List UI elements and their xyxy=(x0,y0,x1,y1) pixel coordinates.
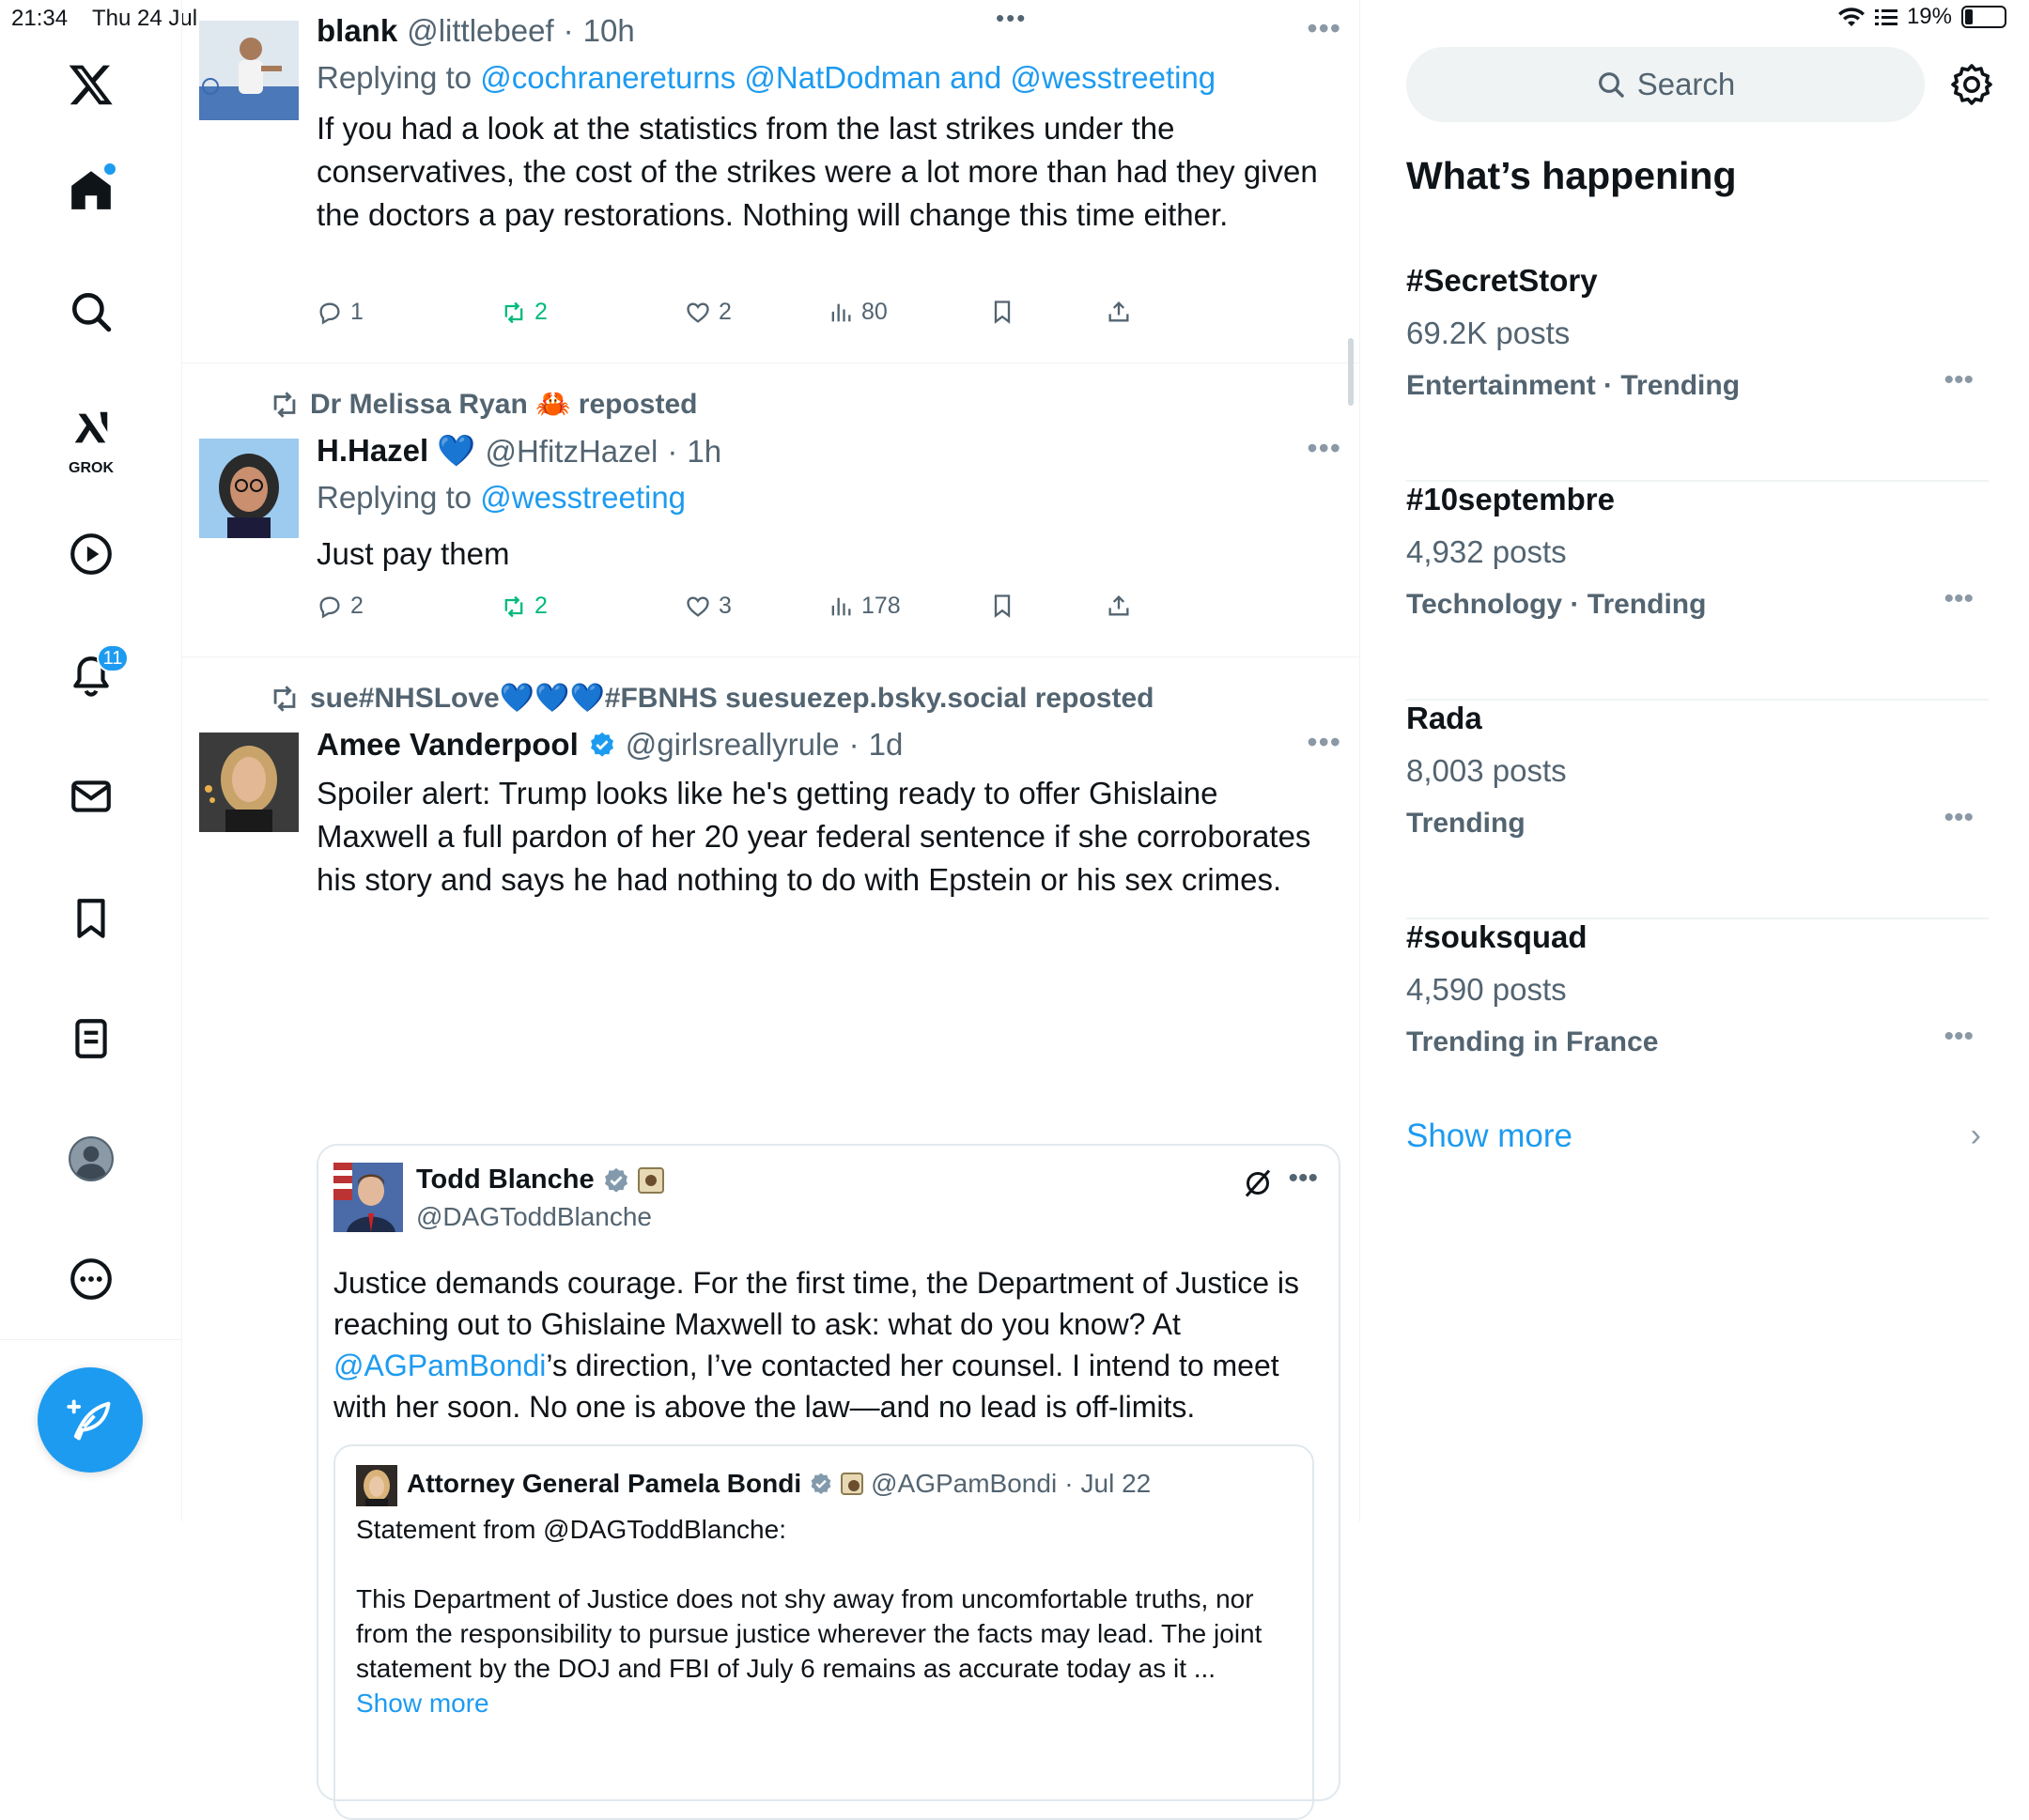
compose-post-button[interactable] xyxy=(38,1367,143,1473)
reposted-by-label: sue#NHSLove💙💙💙#FBNHS suesuezep.bsky.social reposted xyxy=(310,683,1154,714)
repost-icon xyxy=(501,300,527,326)
repost-count: 2 xyxy=(534,299,548,325)
like-button[interactable] xyxy=(685,299,732,326)
quote-more-icon[interactable]: ••• xyxy=(1288,1163,1318,1194)
multitask-dots-icon[interactable]: ••• xyxy=(996,4,1028,32)
verified-badge-icon xyxy=(602,1166,630,1195)
reply-icon xyxy=(317,594,343,620)
nav-divider xyxy=(0,1339,182,1340)
show-more-link[interactable]: Show more xyxy=(356,1689,489,1718)
repost-icon xyxy=(269,683,301,715)
author-name[interactable]: Amee Vanderpool xyxy=(317,727,579,762)
replying-prefix: Replying to xyxy=(317,60,472,95)
author-handle[interactable]: @girlsreallyrule xyxy=(625,727,840,762)
messages-mail-icon[interactable] xyxy=(54,759,129,834)
trend-category: Trending xyxy=(1406,808,1526,839)
view-count: 80 xyxy=(861,299,888,325)
trend-item[interactable] xyxy=(1406,263,1989,482)
nested-quote-text xyxy=(356,1512,1295,1720)
replying-to-handles[interactable]: @cochranereturns @NatDodman and @wesstreeting xyxy=(480,60,1216,95)
reply-icon xyxy=(317,300,343,326)
government-affiliation-icon xyxy=(841,1473,863,1495)
trend-name: #10septembre xyxy=(1406,482,1615,517)
author-name[interactable]: blank xyxy=(317,13,398,48)
reply-button[interactable] xyxy=(317,593,364,620)
show-more-trends-link[interactable] xyxy=(1406,1118,1989,1155)
notifications-bell-icon[interactable] xyxy=(54,639,129,714)
right-sidebar xyxy=(1361,0,2029,1521)
post-text: Spoiler alert: Trump looks like he's getting ready to offer Ghislaine Maxwell a full pardon of her 20 year federal sentence if she corroborates his story and says he had nothing to do with Epstein or his sex crimes. xyxy=(317,776,1311,897)
trend-more-icon[interactable]: ••• xyxy=(1944,1021,1974,1052)
trend-post-count: 8,003 posts xyxy=(1406,753,1567,788)
author-handle[interactable]: @littlebeef xyxy=(407,13,554,48)
lists-icon[interactable] xyxy=(54,1001,129,1076)
bookmark-icon xyxy=(989,593,1015,619)
nested-quoted-post[interactable] xyxy=(333,1444,1314,1820)
verified-badge-icon xyxy=(809,1472,833,1496)
verified-badge-icon xyxy=(588,731,616,759)
settings-gear-icon[interactable] xyxy=(1949,62,1994,107)
mention-link[interactable]: @AGPamBondi xyxy=(333,1349,547,1382)
nested-quote-time[interactable]: Jul 22 xyxy=(1080,1469,1152,1498)
battery-percent: 19% xyxy=(1906,4,1952,29)
left-navigation xyxy=(0,0,182,1521)
view-count: 178 xyxy=(861,593,901,619)
post-text: If you had a look at the statistics from the last strikes under the conservatives, the cost of the strikes were a lot more than had they given the doctors a pay restorations. Nothing will change this time either. xyxy=(317,111,1318,232)
trend-more-icon[interactable]: ••• xyxy=(1944,802,1974,833)
reposted-by-label: Dr Melissa Ryan 🦀 reposted xyxy=(310,389,698,420)
trend-category: Entertainment · Trending xyxy=(1406,370,1741,401)
nested-quote-header: Attorney General Pamela Bondi @AGPamBondi · Jul 22 xyxy=(407,1469,1152,1498)
notifications-badge: 11 xyxy=(97,644,129,672)
trend-item[interactable] xyxy=(1406,701,1989,919)
heart-icon xyxy=(685,300,711,326)
author-handle[interactable]: @HfitzHazel xyxy=(485,433,658,469)
trend-more-icon[interactable]: ••• xyxy=(1944,364,1974,395)
like-count: 2 xyxy=(719,299,732,325)
post-header: H.Hazel 💙 @HfitzHazel · 1h xyxy=(317,433,722,469)
author-name[interactable]: H.Hazel 💙 xyxy=(317,433,476,468)
quote-author-name[interactable]: Todd Blanche xyxy=(416,1164,595,1195)
search-input[interactable] xyxy=(1406,47,1925,122)
share-button[interactable] xyxy=(1106,299,1132,325)
grok-label: GROK xyxy=(69,460,114,476)
trend-name: #SecretStory xyxy=(1406,263,1598,298)
post-actions xyxy=(317,593,1256,630)
quote-author-handle[interactable]: @DAGToddBlanche xyxy=(416,1202,653,1231)
replying-to xyxy=(317,480,686,516)
nested-quote-body: This Department of Justice does not shy away from uncomfortable truths, nor from the responsibility to pursue justice wherever the facts may lead. The joint statement by the DOJ and FBI of July 6 remains as accurate today as it ... xyxy=(356,1584,1262,1683)
post-text: Just pay them xyxy=(317,536,510,571)
compose-feather-icon xyxy=(66,1396,115,1444)
whats-happening-title: What’s happening xyxy=(1406,154,1737,197)
trend-post-count: 69.2K posts xyxy=(1406,316,1571,350)
post-header: blank @littlebeef · 10h xyxy=(317,13,635,48)
quoted-post[interactable] xyxy=(317,1144,1340,1801)
post-blank[interactable] xyxy=(182,0,1360,363)
replying-to xyxy=(317,60,1216,96)
more-options-icon[interactable] xyxy=(54,1242,129,1317)
views-bar-chart-icon xyxy=(828,594,854,620)
post-hhazel[interactable] xyxy=(182,363,1360,657)
repost-button[interactable] xyxy=(501,593,548,620)
search-icon xyxy=(1596,69,1626,100)
views-button[interactable] xyxy=(828,593,901,620)
avatar[interactable] xyxy=(199,21,299,120)
timeline[interactable] xyxy=(182,0,1360,1718)
post-actions xyxy=(317,299,1256,336)
status-date: Thu 24 Jul xyxy=(92,6,198,31)
quote-text xyxy=(333,1262,1329,1427)
reply-button[interactable] xyxy=(317,299,364,326)
nested-quote-avatar[interactable] xyxy=(356,1465,397,1506)
x-logo-icon[interactable] xyxy=(54,47,129,122)
heart-icon xyxy=(685,594,711,620)
views-bar-chart-icon xyxy=(828,300,854,326)
video-play-icon[interactable] xyxy=(54,517,129,592)
share-icon xyxy=(1106,593,1132,619)
replying-to-handles[interactable]: @wesstreeting xyxy=(480,480,687,515)
bookmarks-icon[interactable] xyxy=(54,881,129,956)
quote-avatar[interactable] xyxy=(333,1163,403,1232)
replying-prefix: Replying to xyxy=(317,480,472,515)
like-button[interactable] xyxy=(685,593,732,620)
repost-count: 2 xyxy=(534,593,548,619)
show-more-label: Show more xyxy=(1406,1118,1573,1154)
chevron-right-icon: › xyxy=(1970,1118,1981,1153)
trend-item[interactable] xyxy=(1406,919,1989,1138)
trend-post-count: 4,590 posts xyxy=(1406,972,1567,1007)
post-time[interactable]: 10h xyxy=(582,13,635,48)
avatar[interactable] xyxy=(199,439,299,538)
post-more-icon[interactable]: ••• xyxy=(1307,431,1341,465)
trend-category: Trending in France xyxy=(1406,1026,1659,1057)
trend-more-icon[interactable]: ••• xyxy=(1944,583,1974,614)
repost-icon xyxy=(269,389,301,421)
quote-author-line xyxy=(416,1164,664,1195)
trend-name: Rada xyxy=(1406,701,1482,735)
share-button[interactable] xyxy=(1106,593,1132,619)
post-header: Amee Vanderpool @girlsreallyrule · 1d xyxy=(317,727,904,762)
nested-quote-author[interactable]: Attorney General Pamela Bondi xyxy=(407,1469,802,1498)
bookmark-icon xyxy=(989,299,1015,325)
trend-item[interactable] xyxy=(1406,482,1989,701)
reposted-by[interactable] xyxy=(269,682,1154,715)
grok-icon[interactable] xyxy=(54,394,129,481)
reposted-by[interactable] xyxy=(269,388,698,421)
government-affiliation-icon xyxy=(638,1167,664,1194)
share-icon xyxy=(1106,299,1132,325)
trend-name: #souksquad xyxy=(1406,919,1588,954)
nested-quote-handle[interactable]: @AGPamBondi xyxy=(871,1469,1058,1498)
quote-text-part: ’s direction, I’ve contacted her counsel. I intend to meet with her soon. No one is above the law—and no lead is off-limits. xyxy=(333,1349,1279,1424)
grok-explain-icon[interactable] xyxy=(1241,1166,1275,1200)
post-more-icon[interactable]: ••• xyxy=(1307,725,1341,759)
repost-button[interactable] xyxy=(501,299,548,326)
repost-icon xyxy=(501,594,527,620)
reply-count: 2 xyxy=(350,593,364,619)
timeline-scrollbar[interactable] xyxy=(1348,338,1354,406)
like-count: 3 xyxy=(719,593,732,619)
post-more-icon[interactable]: ••• xyxy=(1307,11,1341,45)
explore-search-icon[interactable] xyxy=(54,274,129,349)
nested-quote-line1: Statement from @DAGToddBlanche: xyxy=(356,1515,786,1544)
post-amee-vanderpool[interactable] xyxy=(182,657,1360,1718)
bookmark-button[interactable] xyxy=(989,299,1015,325)
post-time[interactable]: 1d xyxy=(868,727,904,762)
search-placeholder: Search xyxy=(1636,67,1736,101)
trend-post-count: 4,932 posts xyxy=(1406,534,1567,569)
bookmark-button[interactable] xyxy=(989,593,1015,619)
status-time: 21:34 xyxy=(11,6,69,31)
post-time[interactable]: 1h xyxy=(687,433,722,469)
quote-text-part: Justice demands courage. For the first time, the Department of Justice is reaching out to Ghislaine Maxwell to ask: what do you know? At xyxy=(333,1266,1299,1341)
views-button[interactable] xyxy=(828,299,888,326)
profile-avatar-icon[interactable] xyxy=(54,1121,129,1196)
home-icon[interactable] xyxy=(54,152,129,227)
reply-count: 1 xyxy=(350,299,364,325)
trend-category: Technology · Trending xyxy=(1406,589,1707,620)
avatar[interactable] xyxy=(199,733,299,832)
home-unread-dot xyxy=(104,163,116,175)
